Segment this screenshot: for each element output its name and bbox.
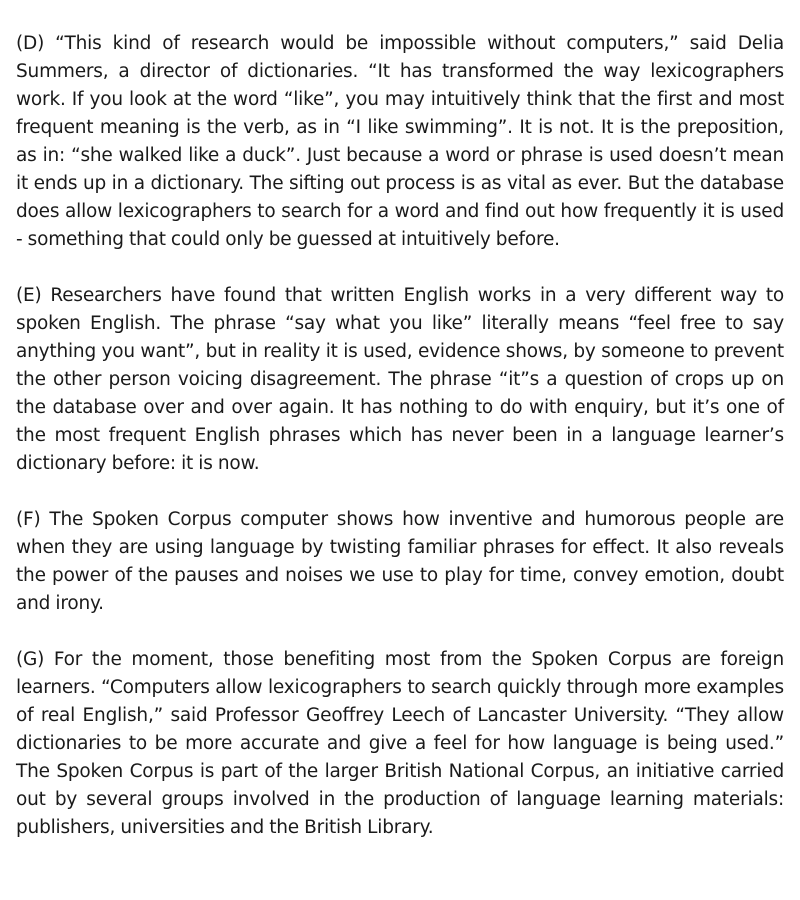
paragraph-d: (D) “This kind of research would be impossible without computers,” said Delia Summers, a director of dictionaries. “It has transformed the way lexicographers work. If you look at the word “like”, you may intuitively think that the first and most frequent meaning is the verb, as in “I like swimming”. It is not. It is the preposition, as in: “she walked like a duck”. Just because a word or phrase is used doesn’t mean it ends up in a dictionary. The sifting out process is as vital as ever. But the database does allow lexicographers to search for a word and find out how frequently it is used - something that could only be guessed at intuitively before. — [16, 33, 784, 250]
paragraph-f: (F) The Spoken Corpus computer shows how inventive and humorous people are when they are using language by twisting familiar phrases for effect. It also reveals the power of the pauses and noises we use to play for time, convey emotion, doubt and irony. — [16, 509, 784, 614]
paragraph-g: (G) For the moment, those benefiting most from the Spoken Corpus are foreign learners. “Computers allow lexicographers to search quickly through more examples of real English,” said Professor Geoffrey Leech of Lancaster University. “They allow dictionaries to be more accurate and give a feel for how language is being used.” The Spoken Corpus is part of the larger British National Corpus, an initiative carried out by several groups involved in the production of language learning materials: publishers, universities and the British Library. — [16, 649, 784, 838]
document-body — [16, 30, 784, 870]
paragraph-e: (E) Researchers have found that written English works in a very different way to spoken English. The phrase “say what you like” literally means “feel free to say anything you want”, but in reality it is used, evidence shows, by someone to prevent the other person voicing disagreement. The phrase “it”s a question of crops up on the database over and over again. It has nothing to do with enquiry, but it’s one of the most frequent English phrases which has never been in a language learner’s dictionary before: it is now. — [16, 285, 784, 474]
